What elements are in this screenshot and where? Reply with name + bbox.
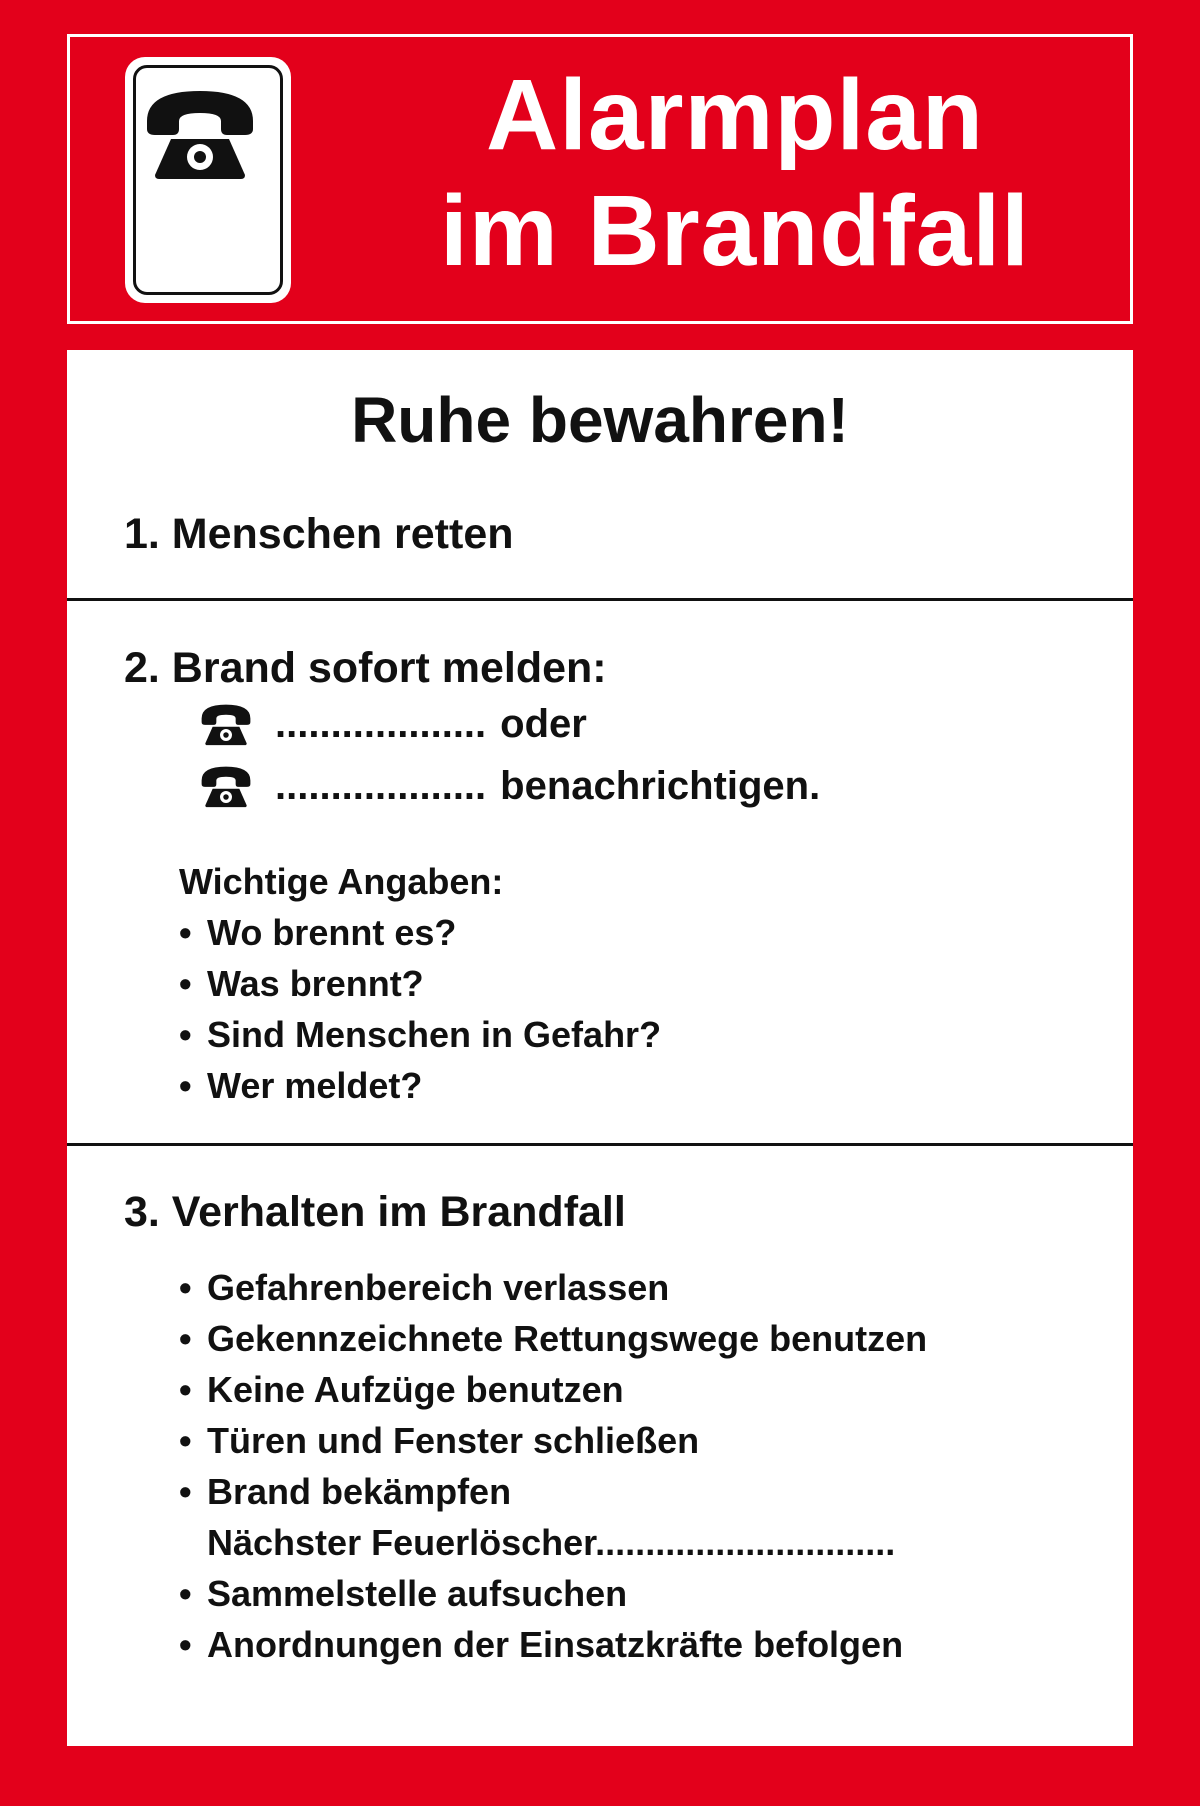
list-item: • Gekennzeichnete Rettungswege benutzen <box>179 1318 928 1359</box>
list-item: • Was brennt? <box>179 963 424 1004</box>
telephone-icon <box>197 763 255 809</box>
phone-number-blank: ................... <box>275 763 487 808</box>
info-heading: Wichtige Angaben: <box>179 861 504 902</box>
sign-title <box>370 57 1100 289</box>
phone-number-blank: ................... <box>275 701 487 746</box>
phone-line-1 <box>197 696 587 752</box>
phone-line-text: benachrichtigen. <box>500 763 821 808</box>
list-item: • Keine Aufzüge benutzen <box>179 1369 624 1410</box>
extinguisher-line: Nächster Feuerlöscher.............................. <box>207 1522 896 1563</box>
list-item: • Sammelstelle aufsuchen <box>179 1573 628 1614</box>
list-item: • Türen und Fenster schließen <box>179 1420 700 1461</box>
section-3-heading: 3. Verhalten im Brandfall <box>124 1188 626 1236</box>
subtitle: Ruhe bewahren! <box>351 384 849 456</box>
important-info-list <box>179 856 661 1111</box>
list-item: • Wo brennt es? <box>179 912 457 953</box>
phone-line-text: oder <box>500 701 587 746</box>
phone-sign-box <box>125 57 291 303</box>
telephone-icon <box>197 701 255 747</box>
list-item: • Wer meldet? <box>179 1065 423 1106</box>
title-line-2: im Brandfall <box>440 175 1030 287</box>
phone-line-2 <box>197 758 820 814</box>
fire-behavior-list <box>179 1262 927 1670</box>
section-2-heading: 2. Brand sofort melden: <box>124 644 607 692</box>
divider-1 <box>67 598 1133 601</box>
list-item: • Gefahrenbereich verlassen <box>179 1267 670 1308</box>
title-line-1: Alarmplan <box>485 59 984 171</box>
list-item: • Brand bekämpfen <box>179 1471 512 1512</box>
instructions-panel <box>67 350 1133 1746</box>
section-1-heading: 1. Menschen retten <box>124 510 514 558</box>
list-item: • Sind Menschen in Gefahr? <box>179 1014 662 1055</box>
list-item: • Anordnungen der Einsatzkräfte befolgen <box>179 1624 904 1665</box>
divider-2 <box>67 1143 1133 1146</box>
header <box>67 34 1133 324</box>
telephone-icon <box>141 83 259 183</box>
